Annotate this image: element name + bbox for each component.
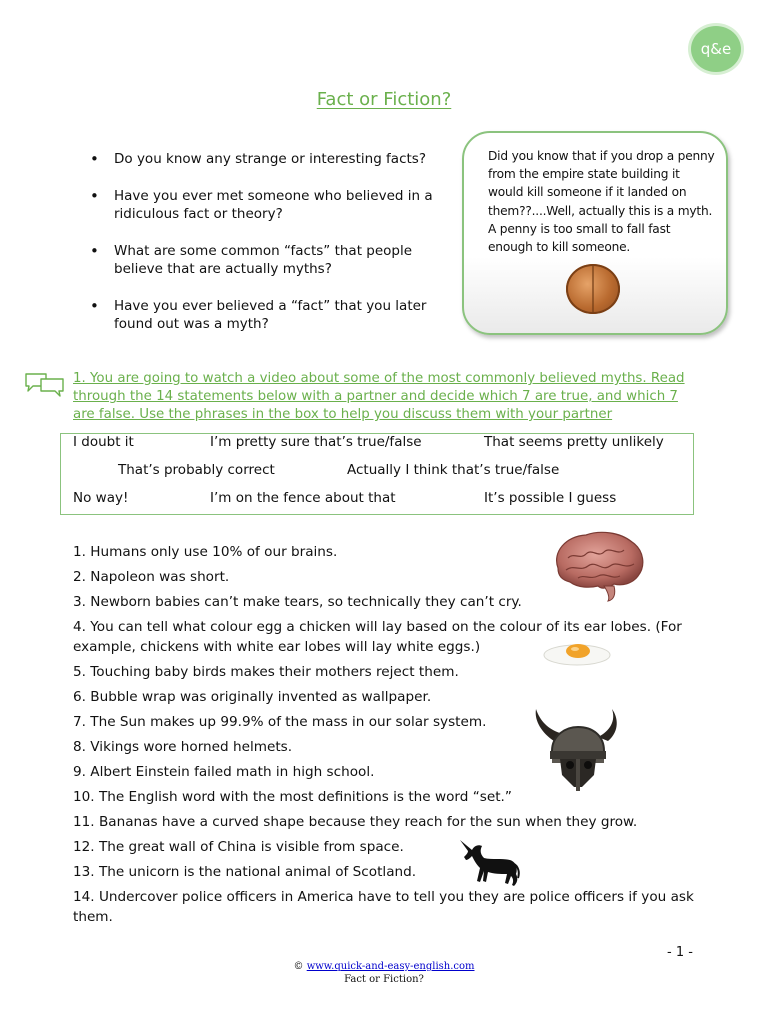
question-item: • What are some common “facts” that people believe that are actually myths? (90, 242, 445, 278)
page-number: - 1 - (667, 945, 693, 960)
phrase: No way! (73, 490, 129, 506)
statement-item: 9. Albert Einstein failed math in high school. (73, 764, 375, 780)
statement-item: 3. Newborn babies can’t make tears, so technically they can’t cry. (73, 594, 522, 610)
footer-subtitle: Fact or Fiction? (344, 974, 424, 985)
statement-item: 12. The great wall of China is visible from space. (73, 839, 404, 855)
phrase: I doubt it (73, 434, 134, 450)
footer-link-line (0, 960, 768, 973)
statement-item: 7. The Sun makes up 99.9% of the mass in our solar system. (73, 714, 487, 730)
statement-item: 4. You can tell what colour egg a chicken will lay based on the colour of its ear lobes. (For example, chickens with white ear lobes will lay white eggs.) (73, 619, 682, 655)
phrase: It’s possible I guess (484, 490, 617, 506)
phrase: That seems pretty unlikely (484, 434, 664, 450)
statement-item: 13. The unicorn is the national animal of Scotland. (73, 864, 417, 880)
statement-item: 5. Touching baby birds makes their mothers reject them. (73, 664, 459, 680)
footer (0, 960, 768, 986)
statement-item: 8. Vikings wore horned helmets. (73, 739, 293, 755)
phrase: That’s probably correct (118, 462, 275, 478)
website-link[interactable]: www.quick-and-easy-english.com (306, 961, 475, 972)
fried-egg-image (542, 639, 612, 669)
question-item: • Have you ever met someone who believed in a ridiculous fact or theory? (90, 187, 445, 223)
statement-item: 1. Humans only use 10% of our brains. (73, 544, 338, 560)
speech-bubbles-icon (24, 372, 66, 398)
phrase: I’m pretty sure that’s true/false (210, 434, 422, 450)
statement-item: 10. The English word with the most definitions is the word “set.” (73, 789, 512, 805)
fact-box-text: Did you know that if you drop a penny from the empire state building it would kill someone if it landed on them??....Well, actually this is a myth. A penny is too small to fall fast enough to kill someone. (488, 149, 715, 255)
statement-item: 6. Bubble wrap was originally invented as wallpaper. (73, 689, 432, 705)
page-title: Fact or Fiction? (316, 89, 452, 110)
statement-item: 2. Napoleon was short. (73, 569, 230, 585)
phrase: I’m on the fence about that (210, 490, 396, 506)
phrase: Actually I think that’s true/false (347, 462, 560, 478)
qe-logo: q&e (691, 26, 741, 72)
horned-helmet-image (532, 707, 622, 795)
question-item: • Do you know any strange or interesting facts? (90, 150, 445, 168)
brain-image (548, 528, 648, 602)
question-item: • Have you ever believed a “fact” that you later found out was a myth? (90, 297, 445, 333)
discussion-questions (90, 150, 445, 352)
penny-image (566, 264, 620, 314)
task-instruction: 1. You are going to watch a video about some of the most commonly believed myths. Read through the 14 statements below with a partner and decide which 7 are true, and which 7 are false. Use the phrases in the box to help you discuss them with your partner (73, 371, 685, 422)
copyright-symbol: © (293, 961, 304, 972)
statement-item: 11. Bananas have a curved shape because they reach for the sun when they grow. (73, 814, 638, 830)
statement-item: 14. Undercover police officers in America have to tell you they are police officers if you ask them. (73, 889, 694, 925)
unicorn-silhouette-image (458, 838, 520, 888)
